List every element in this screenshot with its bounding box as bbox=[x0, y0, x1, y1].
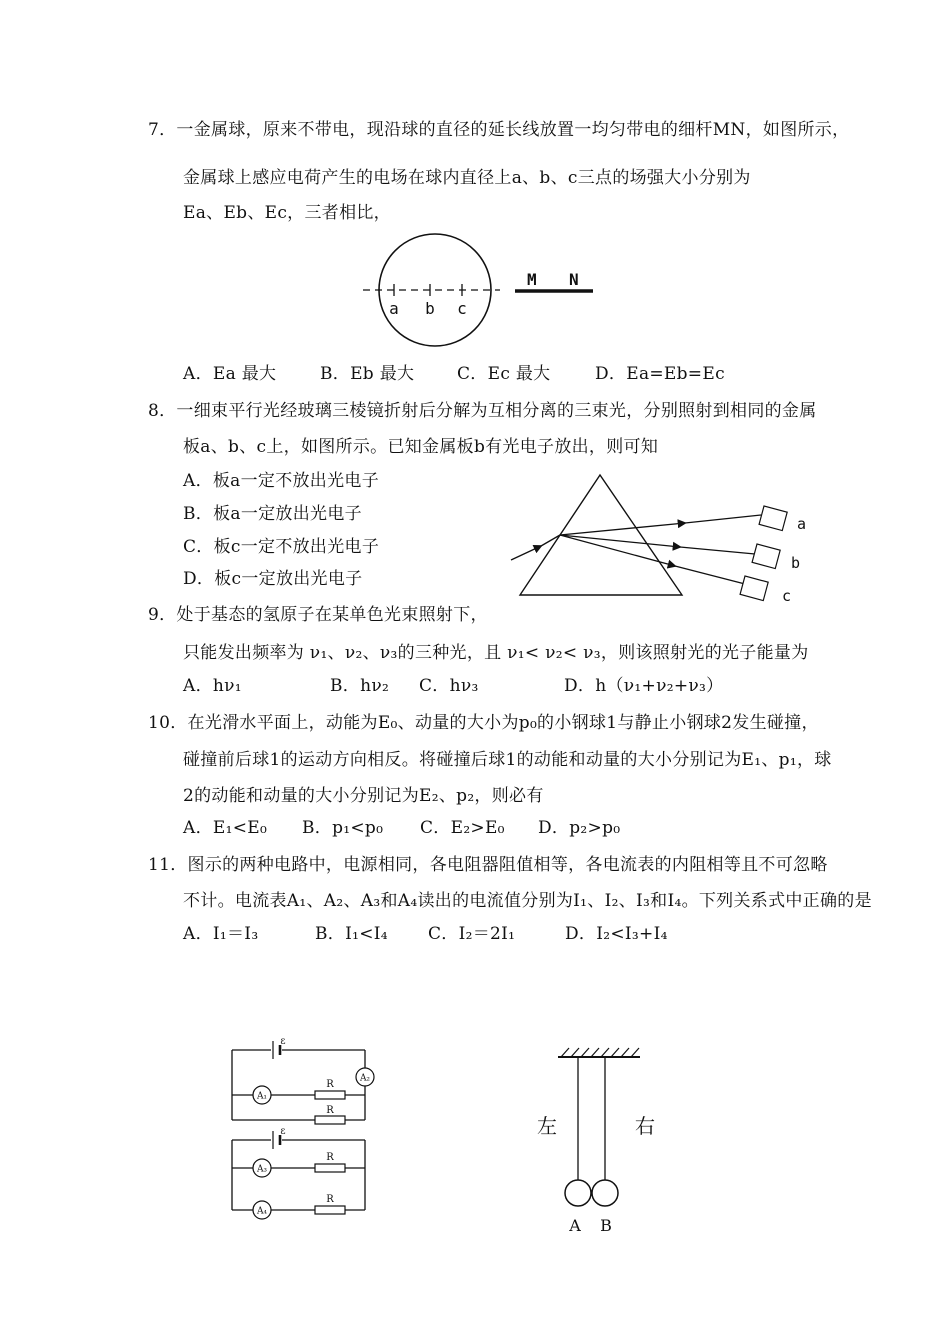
point-c-label: c bbox=[457, 299, 467, 318]
q8-option-d: D．板c一定放出光电子 bbox=[183, 569, 363, 589]
resistor-2 bbox=[315, 1116, 345, 1124]
ammeter-a2-label: A₂ bbox=[359, 1073, 371, 1084]
q10-option-b: B．p₁<p₀ bbox=[302, 818, 384, 838]
right-label: 右 bbox=[635, 1114, 655, 1138]
q8-option-a: A．板a一定不放出光电子 bbox=[183, 471, 380, 491]
q7-line1: 7．一金属球，原来不带电，现沿球的直径的延长线放置一均匀带电的细杆MN，如图所示， bbox=[148, 120, 850, 140]
q7-line3: Ea、Eb、Ec，三者相比， bbox=[183, 203, 391, 223]
plate-c bbox=[740, 576, 768, 601]
q11-line1: 11．图示的两种电路中，电源相同，各电阻器阻值相等，各电流表的内阻相等且不可忽略 bbox=[148, 855, 828, 875]
ray-a bbox=[560, 523, 685, 535]
plate-a-label: a bbox=[797, 515, 807, 533]
resistor-1 bbox=[315, 1164, 345, 1172]
resistor-2-label: R bbox=[326, 1105, 334, 1116]
ray-c bbox=[560, 535, 675, 566]
q10-line3: 2的动能和动量的大小分别记为E₂、p₂，则必有 bbox=[183, 786, 544, 806]
plate-b-label: b bbox=[791, 554, 801, 572]
q10-option-a: A．E₁<E₀ bbox=[183, 818, 268, 838]
q7-line2: 金属球上感应电荷产生的电场在球内直径上a、b、c三点的场强大小分别为 bbox=[183, 168, 751, 188]
emf-label: ε bbox=[280, 1036, 286, 1047]
q10-line1: 10．在光滑水平面上，动能为E₀、动量的大小为p₀的小钢球1与静止小钢球2发生碰撞， bbox=[148, 713, 819, 733]
q11-option-a: A．I₁＝I₃ bbox=[183, 924, 259, 944]
q11-circuit-1 bbox=[225, 1036, 375, 1131]
emf-label: ε bbox=[280, 1126, 286, 1137]
q7-sphere-diagram bbox=[358, 228, 623, 358]
pendulum-diagram bbox=[535, 1045, 665, 1235]
q7-option-a: A．Ea 最大 bbox=[183, 364, 277, 384]
resistor-1-label: R bbox=[326, 1079, 334, 1090]
q9-line1: 9．处于基态的氢原子在某单色光束照射下， bbox=[148, 605, 488, 625]
ball-a bbox=[565, 1180, 591, 1206]
q11-circuit-2 bbox=[225, 1126, 375, 1221]
q11-option-b: B．I₁<I₄ bbox=[315, 924, 388, 944]
resistor-2-label: R bbox=[326, 1194, 334, 1205]
q10-option-d: D．p₂>p₀ bbox=[538, 818, 621, 838]
ammeter-a4-label: A₄ bbox=[256, 1206, 268, 1217]
ball-b-label: B bbox=[600, 1216, 612, 1235]
ammeter-a1-label: A₁ bbox=[256, 1091, 268, 1102]
point-a-label: a bbox=[389, 299, 399, 318]
q10-option-c: C．E₂>E₀ bbox=[420, 818, 505, 838]
plate-a bbox=[759, 506, 787, 531]
q7-option-b: B．Eb 最大 bbox=[320, 364, 415, 384]
left-label: 左 bbox=[537, 1114, 557, 1138]
q9-option-c: C．hν₃ bbox=[419, 676, 479, 696]
ball-b bbox=[592, 1180, 618, 1206]
q9-option-a: A．hν₁ bbox=[183, 676, 242, 696]
q11-option-c: C．I₂＝2I₁ bbox=[428, 924, 516, 944]
q8-option-b: B．板a一定放出光电子 bbox=[183, 504, 362, 524]
q8-option-c: C．板c一定不放出光电子 bbox=[183, 537, 380, 557]
q11-line2: 不计。电流表A₁、A₂、A₃和A₄读出的电流值分别为I₁、I₂、I₃和I₄。下列关系式中正确的是 bbox=[183, 891, 872, 911]
q8-line2: 板a、b、c上，如图所示。已知金属板b有光电子放出，则可知 bbox=[183, 437, 659, 457]
resistor-2 bbox=[315, 1206, 345, 1214]
ammeter-a3-label: A₃ bbox=[256, 1164, 268, 1175]
ray-b bbox=[560, 535, 680, 547]
q10-line2: 碰撞前后球1的运动方向相反。将碰撞后球1的动能和动量的大小分别记为E₁、p₁，球 bbox=[183, 750, 832, 770]
plate-b bbox=[752, 544, 780, 569]
q8-line1: 8．一细束平行光经玻璃三棱镜折射后分解为互相分离的三束光，分别照射到相同的金属 bbox=[148, 401, 817, 421]
ball-a-label: A bbox=[569, 1216, 581, 1235]
q9-option-b: B．hν₂ bbox=[330, 676, 390, 696]
q9-line2: 只能发出频率为 ν₁、ν₂、ν₃的三种光，且 ν₁< ν₂< ν₃，则该照射光的光子能量为 bbox=[183, 643, 809, 663]
rod-n-label: N bbox=[569, 270, 579, 289]
resistor-1 bbox=[315, 1091, 345, 1099]
ceiling-hatching bbox=[561, 1048, 639, 1057]
plate-c-label: c bbox=[782, 587, 792, 605]
resistor-1-label: R bbox=[326, 1152, 334, 1163]
point-b-label: b bbox=[425, 299, 435, 318]
q9-option-d: D．h（ν₁+ν₂+ν₃） bbox=[564, 676, 724, 696]
q7-option-d: D．Ea=Eb=Ec bbox=[595, 364, 725, 384]
rod-m-label: M bbox=[527, 270, 537, 289]
prism bbox=[520, 475, 682, 595]
incident-ray bbox=[511, 546, 541, 560]
q7-option-c: C．Ec 最大 bbox=[457, 364, 551, 384]
q8-prism-diagram bbox=[505, 462, 825, 617]
q11-option-d: D．I₂<I₃+I₄ bbox=[565, 924, 668, 944]
